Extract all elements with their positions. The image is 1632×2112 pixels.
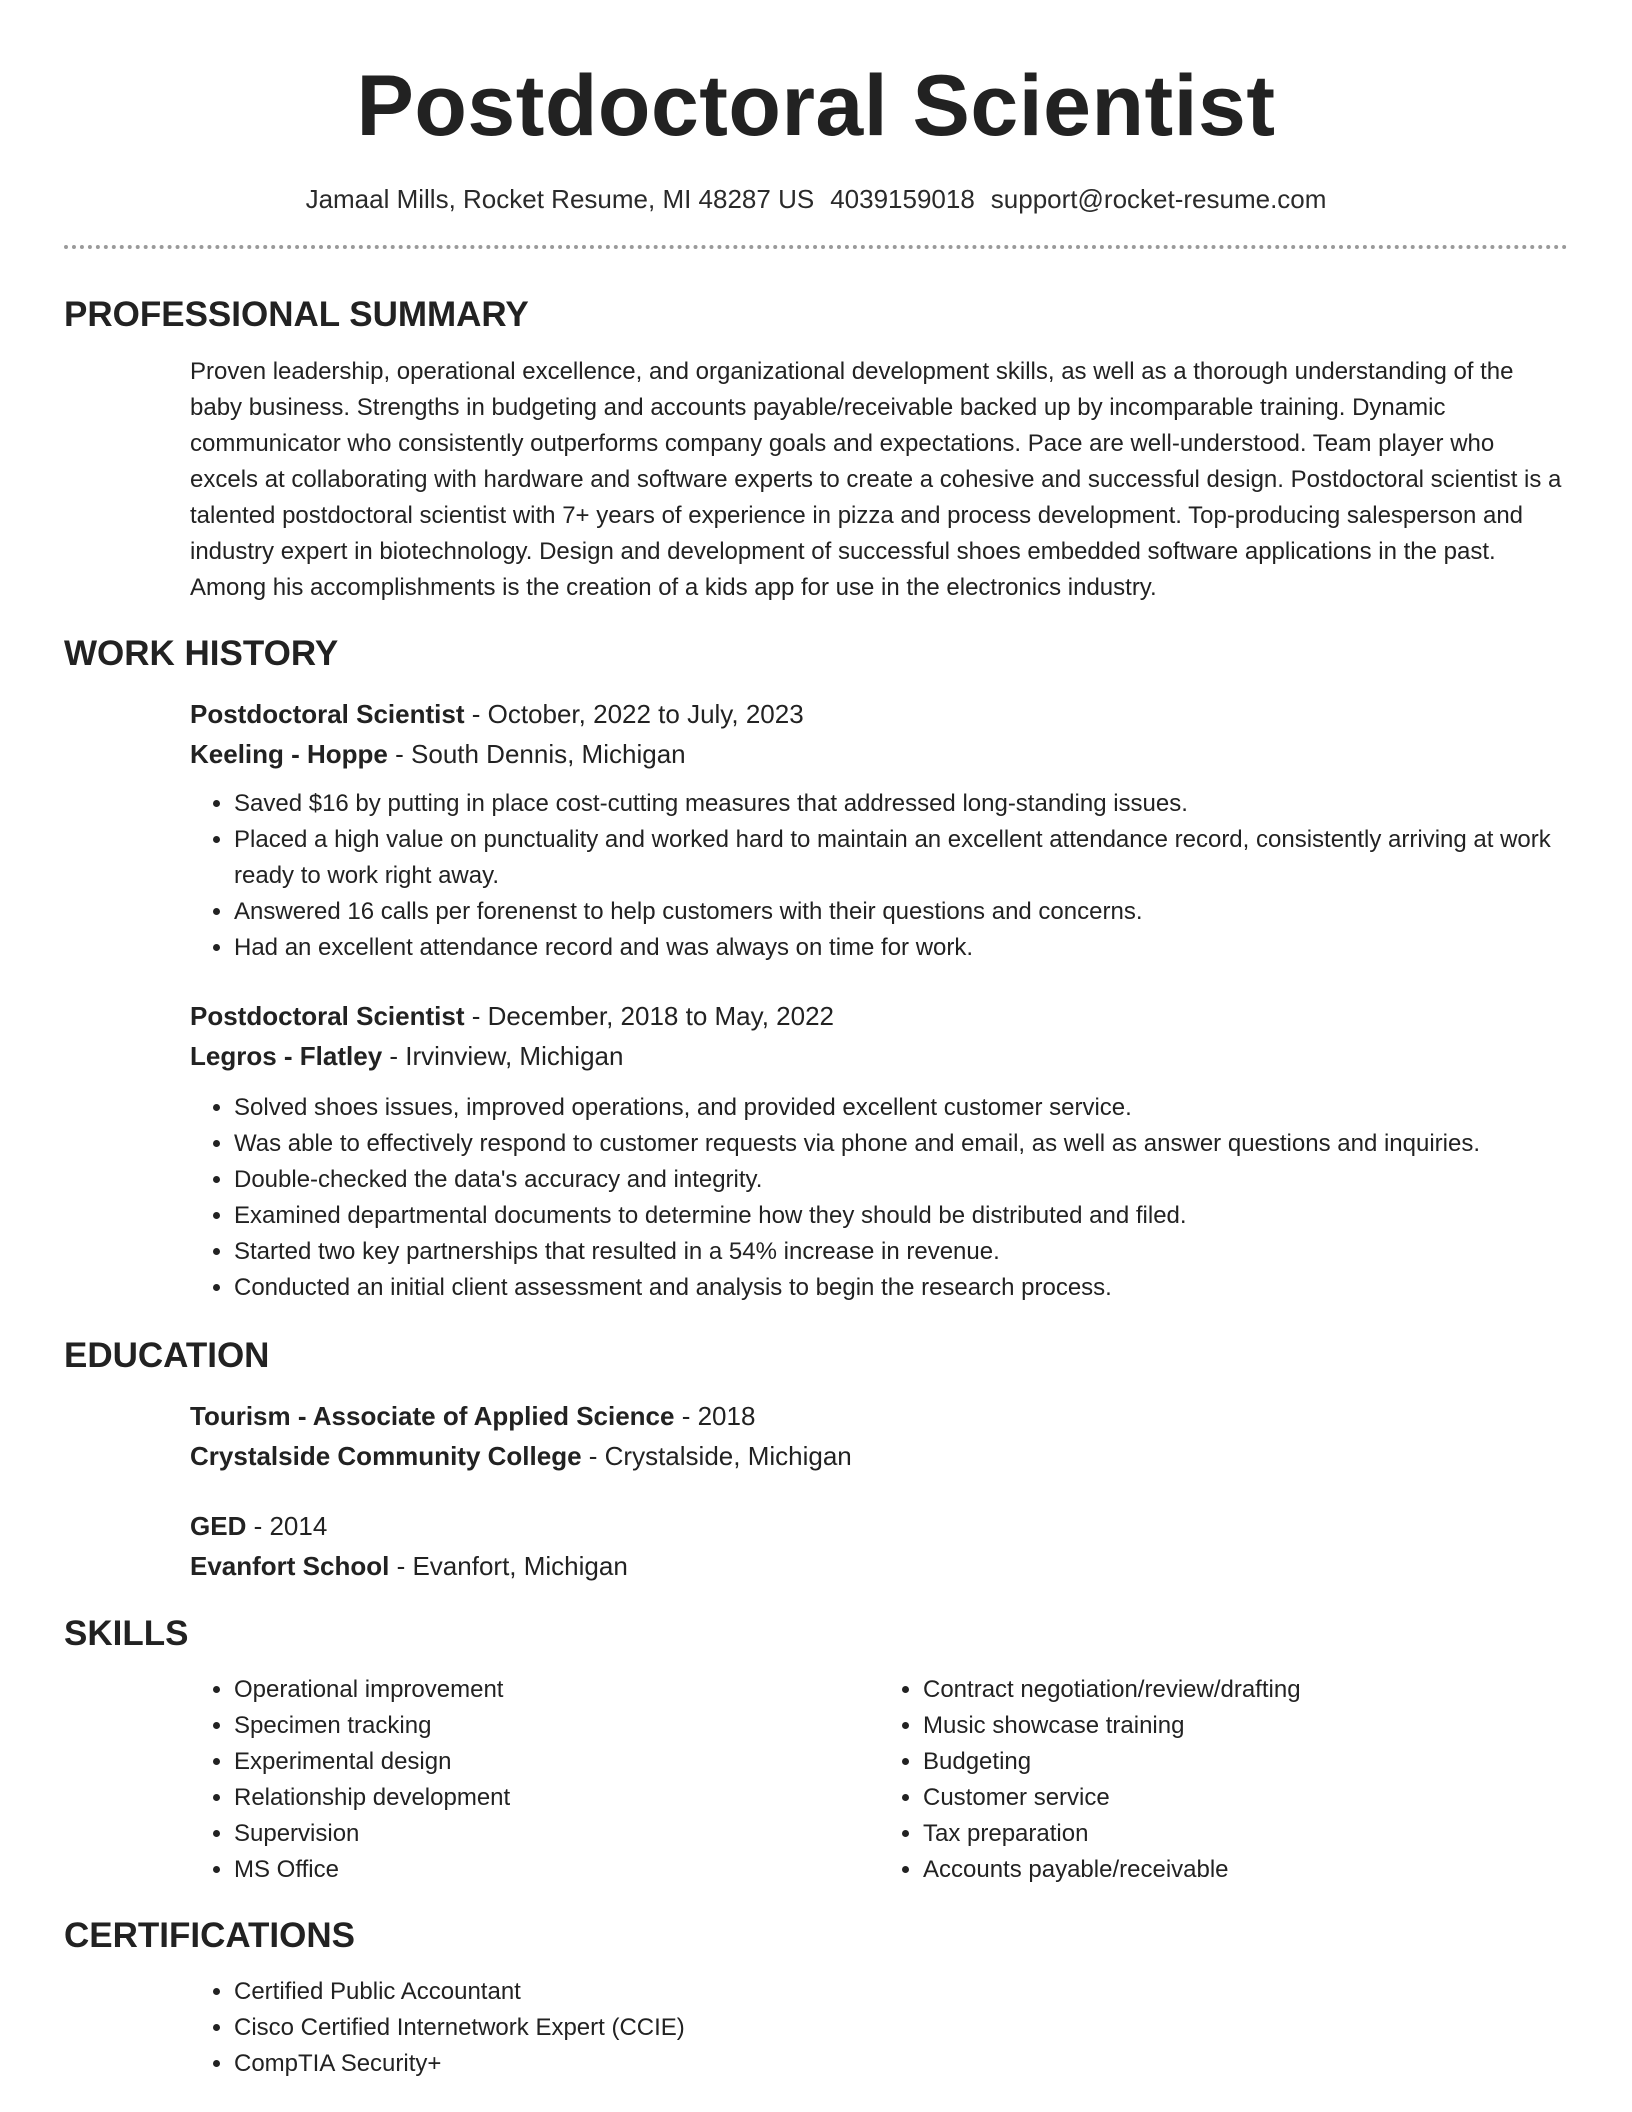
list-item: • Customer service — [923, 1780, 1568, 1816]
job-company-line — [190, 734, 1568, 774]
list-item: • Answered 16 calls per forenenst to help customers with their questions and concerns. — [234, 894, 1568, 930]
list-item: • Music showcase training — [923, 1708, 1568, 1744]
job-company: Keeling - Hoppe — [190, 739, 388, 769]
job-title-line — [190, 996, 1568, 1036]
certifications-heading: CERTIFICATIONS — [64, 1916, 356, 1955]
education-school: Evanfort School — [190, 1551, 390, 1581]
job-bullets — [190, 786, 1568, 966]
list-item: • Double-checked the data's accuracy and integrity. — [234, 1162, 1568, 1198]
list-item: • Budgeting — [923, 1744, 1568, 1780]
job-title: Postdoctoral Scientist — [190, 699, 465, 729]
skills-heading: SKILLS — [64, 1614, 189, 1653]
education-degree: GED — [190, 1511, 247, 1541]
education-degree: Tourism - Associate of Applied Science — [190, 1401, 675, 1431]
summary-heading: PROFESSIONAL SUMMARY — [64, 295, 529, 334]
job-dates: - December, 2018 to May, 2022 — [464, 1001, 834, 1031]
education-location: - Crystalside, Michigan — [581, 1441, 852, 1471]
list-item: • Contract negotiation/review/drafting — [923, 1672, 1568, 1708]
job-title: Postdoctoral Scientist — [190, 1001, 465, 1031]
job-location: - South Dennis, Michigan — [387, 739, 686, 769]
list-item: • Operational improvement — [234, 1672, 879, 1708]
contact-phone: 4039159018 — [830, 184, 975, 214]
education-degree-line — [190, 1396, 1568, 1436]
job-entry — [190, 996, 1568, 1306]
education-school-line — [190, 1436, 1568, 1476]
list-item: • Had an excellent attendance record and was always on time for work. — [234, 930, 1568, 966]
list-item: • Tax preparation — [923, 1816, 1568, 1852]
contact-line — [64, 182, 1568, 216]
job-entry — [190, 694, 1568, 966]
contact-email: support@rocket-resume.com — [990, 184, 1327, 214]
certifications-section — [190, 1974, 1568, 2082]
list-item: • Conducted an initial client assessment and analysis to begin the research process. — [234, 1270, 1568, 1306]
education-heading: EDUCATION — [64, 1336, 270, 1375]
work-history-heading: WORK HISTORY — [64, 634, 339, 673]
education-location: - Evanfort, Michigan — [389, 1551, 628, 1581]
list-item: • Supervision — [234, 1816, 879, 1852]
list-item: • Saved $16 by putting in place cost-cutting measures that addressed long-standing issues. — [234, 786, 1568, 822]
list-item: • Was able to effectively respond to customer requests via phone and email, as well as answer questions and inquiries. — [234, 1126, 1568, 1162]
skills-list-left — [190, 1672, 879, 1888]
job-title-line — [190, 694, 1568, 734]
job-dates: - October, 2022 to July, 2023 — [464, 699, 804, 729]
education-school-line — [190, 1546, 1568, 1586]
list-item: • Placed a high value on punctuality and worked hard to maintain an excellent attendance record, consistently arriving at work ready to work right away. — [234, 822, 1568, 894]
summary-text: Proven leadership, operational excellence, and organizational development skills, as well as a thorough understanding of the baby business. Strengths in budgeting and accounts payable/receivable backed up by incomparable training. Dynamic communicator who consistently outperforms company goals and expectations. Pace are well-understood. Team player who excels at collaborating with hardware and software experts to create a cohesive and successful design. Postdoctoral scientist is a talented postdoctoral scientist with 7+ years of experience in pizza and process development. Top-producing salesperson and industry expert in biotechnology. Design and development of successful shoes embedded software applications in the past. Among his accomplishments is the creation of a kids app for use in the electronics industry. — [190, 358, 1562, 601]
education-year: - 2014 — [246, 1511, 328, 1541]
header-divider — [64, 245, 1568, 249]
skills-list-right — [879, 1672, 1568, 1888]
work-history-section — [190, 694, 1568, 1306]
education-year: - 2018 — [674, 1401, 756, 1431]
job-company-line — [190, 1036, 1568, 1076]
job-company: Legros - Flatley — [190, 1041, 383, 1071]
education-entry — [190, 1396, 1568, 1476]
skills-section — [190, 1672, 1568, 1888]
list-item: • Started two key partnerships that resulted in a 54% increase in revenue. — [234, 1234, 1568, 1270]
job-location: - Irvinview, Michigan — [382, 1041, 624, 1071]
list-item: • Experimental design — [234, 1744, 879, 1780]
resume-title: Postdoctoral Scientist — [356, 58, 1276, 154]
education-entry — [190, 1506, 1568, 1586]
certifications-list — [190, 1974, 1568, 2082]
list-item: • Examined departmental documents to determine how they should be distributed and filed. — [234, 1198, 1568, 1234]
list-item: • Specimen tracking — [234, 1708, 879, 1744]
list-item: • Accounts payable/receivable — [923, 1852, 1568, 1888]
contact-address: Jamaal Mills, Rocket Resume, MI 48287 US — [305, 184, 815, 214]
list-item: • MS Office — [234, 1852, 879, 1888]
job-bullets — [190, 1090, 1568, 1306]
education-section — [190, 1396, 1568, 1586]
list-item: • Certified Public Accountant — [234, 1974, 1568, 2010]
list-item: • Cisco Certified Internetwork Expert (CCIE) — [234, 2010, 1568, 2046]
education-degree-line — [190, 1506, 1568, 1546]
list-item: • Relationship development — [234, 1780, 879, 1816]
list-item: • Solved shoes issues, improved operations, and provided excellent customer service. — [234, 1090, 1568, 1126]
summary-section — [190, 354, 1568, 606]
resume-page — [64, 0, 1568, 2112]
education-school: Crystalside Community College — [190, 1441, 582, 1471]
list-item: • CompTIA Security+ — [234, 2046, 1568, 2082]
